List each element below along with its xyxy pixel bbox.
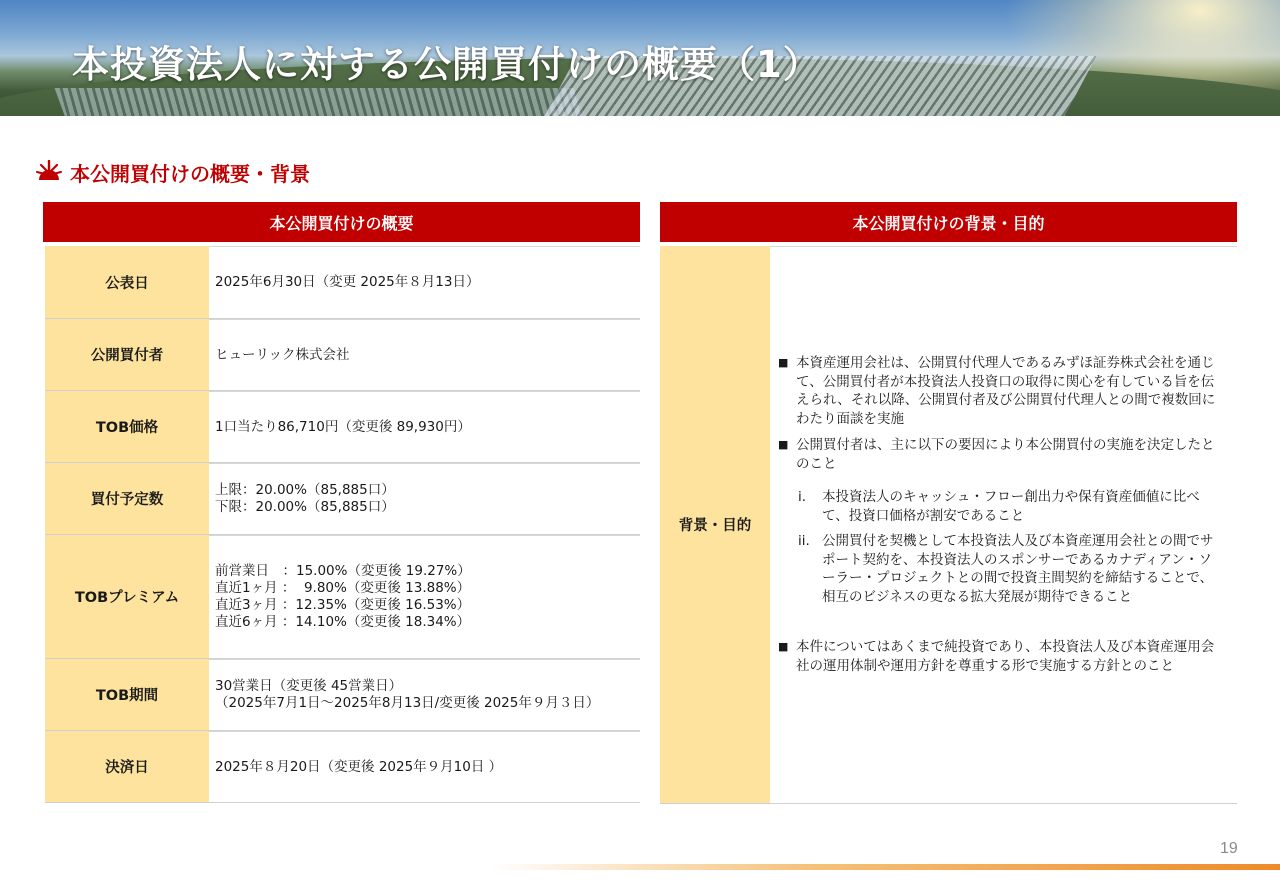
page-number: 19 <box>1220 840 1238 857</box>
value-line: 前営業日 ：15.00%（変更後 19.27%） <box>215 563 471 579</box>
header-banner <box>0 0 1280 116</box>
square-bullet-icon: ■ <box>778 356 789 369</box>
bullet-text: 本資産運用会社は、公開買付代理人であるみずほ証券株式会社を通じて、公開買付者が本投資法人投資口の取得に関心を有している旨を伝えられ、それ以降、公開買付者及び公開買付代理人との間で複数回にわたり面談を実施 <box>796 355 1216 427</box>
value-line: 1口当たり86,710円（変更後 89,930円） <box>215 418 471 435</box>
bullet-item <box>778 638 1226 675</box>
square-bullet-icon: ■ <box>778 438 789 451</box>
row-label: TOB価格 <box>45 391 209 462</box>
row-label: TOBプレミアム <box>45 535 209 658</box>
sub-item <box>798 532 1222 606</box>
background-purpose-body <box>770 246 1237 803</box>
row-label: 決済日 <box>45 731 209 802</box>
value-line: （2025年7月1日～2025年8月13日/変更後 2025年９月３日） <box>215 695 600 711</box>
value-line: 下限：20.00%（85,885口） <box>215 499 395 515</box>
value-line: 直近3ヶ月 ：12.35%（変更後 16.53%） <box>215 597 471 613</box>
table-row-settlement-date <box>45 731 640 803</box>
row-label: 公表日 <box>45 246 209 318</box>
row-label: TOB期間 <box>45 659 209 730</box>
footer-gradient-bar <box>490 864 1280 870</box>
value-line: 30営業日（変更後 45営業日） <box>215 678 403 694</box>
value-line: 2025年８月20日（変更後 2025年９月10日 ） <box>215 758 503 775</box>
background-panel-header: 本公開買付けの背景・目的 <box>660 202 1237 242</box>
sunburst-icon <box>36 160 62 184</box>
table-row-tob-price <box>45 391 640 463</box>
table-row-announcement-date <box>45 246 640 319</box>
bullet-item <box>778 436 1226 473</box>
section-heading <box>36 158 310 186</box>
row-value <box>209 246 640 318</box>
row-value <box>209 731 640 802</box>
table-row-tob-premium <box>45 535 640 659</box>
overview-table <box>45 246 640 803</box>
table-row-planned-purchase <box>45 463 640 535</box>
value-line: 直近6ヶ月 ：14.10%（変更後 18.34%） <box>215 614 471 630</box>
table-row-tob-period <box>45 659 640 731</box>
value-line: 直近1ヶ月 ： 9.80%（変更後 13.88%） <box>215 580 471 596</box>
sub-item <box>798 488 1222 525</box>
background-purpose-panel <box>660 246 1237 804</box>
row-value <box>209 319 640 390</box>
row-label: 公開買付者 <box>45 319 209 390</box>
bullet-text: 公開買付者は、主に以下の要因により本公開買付の実施を決定したとのこと <box>796 437 1215 472</box>
banner-solar-panels-left <box>55 88 586 116</box>
section-heading-text: 本公開買付けの概要・背景 <box>70 161 310 186</box>
sub-item-text: 本投資法人のキャッシュ・フロー創出力や保有資産価値に比べて、投資口価格が割安であること <box>822 489 1200 524</box>
sub-item-text: 公開買付を契機として本投資法人及び本資産運用会社との間でサポート契約を、本投資法人のスポンサーであるカナディアン・ソーラー・プロジェクトとの間で投資主間契約を締結することで、相互のビジネスの更なる拡大発展が期待できること <box>822 533 1214 605</box>
row-value <box>209 463 640 534</box>
sub-item-number: i. <box>798 489 807 505</box>
value-line: ヒューリック株式会社 <box>215 346 350 363</box>
square-bullet-icon: ■ <box>778 640 789 653</box>
row-label: 買付予定数 <box>45 463 209 534</box>
table-row-tender-offeror <box>45 319 640 391</box>
value-line: 上限：20.00%（85,885口） <box>215 482 395 498</box>
page-title: 本投資法人に対する公開買付けの概要（1） <box>72 43 821 86</box>
sub-item-number: ii. <box>798 533 810 549</box>
bullet-text: 本件についてはあくまで純投資であり、本投資法人及び本資産運用会社の運用体制や運用方針を尊重する形で実施する方針とのこと <box>796 639 1215 674</box>
value-line: 2025年6月30日（変更 2025年８月13日） <box>215 274 480 290</box>
background-purpose-label: 背景・目的 <box>660 246 770 803</box>
bullet-item <box>778 354 1226 428</box>
overview-panel-header: 本公開買付けの概要 <box>43 202 640 242</box>
row-value <box>209 659 640 730</box>
row-value <box>209 391 640 462</box>
row-value <box>209 535 640 658</box>
